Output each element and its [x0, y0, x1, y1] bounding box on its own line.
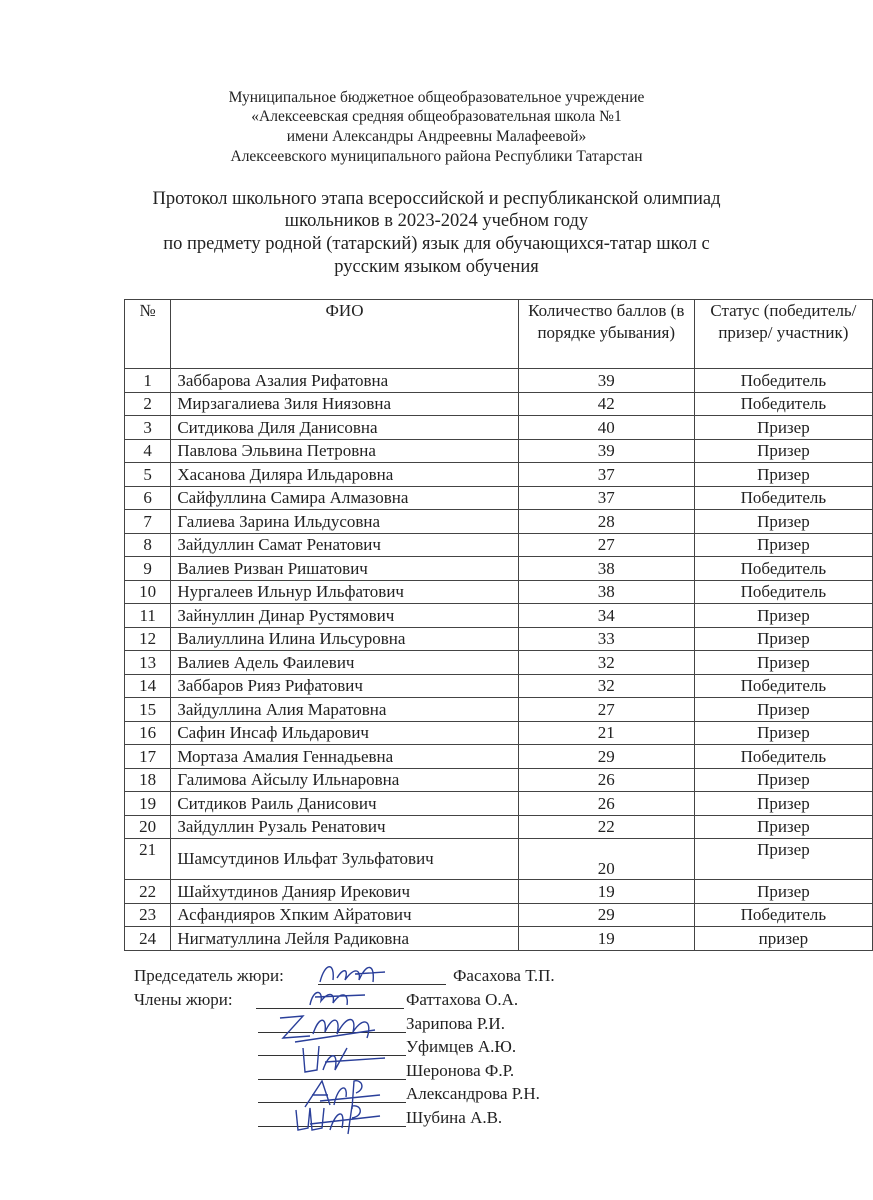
table-row	[125, 651, 873, 675]
score: 19	[518, 880, 694, 904]
student-name: Шамсутдинов Ильфат Зульфатович	[171, 839, 518, 880]
table-row	[125, 792, 873, 816]
status: Призер	[694, 604, 872, 628]
row-number: 3	[125, 416, 171, 440]
header-line: Алексеевского муниципального района Республики Татарстан	[230, 148, 643, 165]
table-row	[125, 698, 873, 722]
score: 21	[518, 721, 694, 745]
col-header-name: ФИО	[171, 300, 518, 369]
jury-member-name: Фаттахова О.А.	[406, 990, 519, 1009]
row-number: 19	[125, 792, 171, 816]
score: 29	[518, 745, 694, 769]
score: 37	[518, 486, 694, 510]
score: 40	[518, 416, 694, 440]
student-name: Сафин Инсаф Ильдарович	[171, 721, 518, 745]
jury-member-name: Шубина А.В.	[406, 1107, 503, 1127]
status: Призер	[694, 839, 872, 880]
status: Призер	[694, 792, 872, 816]
table-row	[125, 369, 873, 393]
table-row	[125, 839, 873, 880]
score: 26	[518, 792, 694, 816]
title-line: русским языком обучения	[334, 257, 539, 277]
student-name: Заббаров Рияз Рифатович	[171, 674, 518, 698]
student-name: Хасанова Диляра Ильдаровна	[171, 463, 518, 487]
status: Призер	[694, 721, 872, 745]
title-line: школьников в 2023-2024 учебном году	[284, 211, 589, 231]
score: 39	[518, 369, 694, 393]
status: Победитель	[694, 580, 872, 604]
table-row	[125, 815, 873, 839]
score: 38	[518, 557, 694, 581]
score: 27	[518, 698, 694, 722]
student-name: Ситдикова Диля Данисовна	[171, 416, 518, 440]
status: Призер	[694, 416, 872, 440]
title-line: Протокол школьного этапа всероссийской и республиканской олимпиад	[152, 189, 721, 209]
row-number: 16	[125, 721, 171, 745]
score: 22	[518, 815, 694, 839]
table-row	[125, 486, 873, 510]
score: 27	[518, 533, 694, 557]
row-number: 1	[125, 369, 171, 393]
member-signature	[290, 1100, 390, 1140]
status: Победитель	[694, 903, 872, 927]
score: 19	[518, 927, 694, 951]
chair-name: Фасахова Т.П.	[453, 966, 555, 985]
row-number: 14	[125, 674, 171, 698]
jury-member-name: Шеронова Ф.Р.	[406, 1060, 515, 1080]
row-number: 20	[125, 815, 171, 839]
status: Призер	[694, 463, 872, 487]
student-name: Зайдуллин Самат Ренатович	[171, 533, 518, 557]
score: 33	[518, 627, 694, 651]
row-number: 5	[125, 463, 171, 487]
table-row	[125, 903, 873, 927]
student-name: Ситдиков Раиль Данисович	[171, 792, 518, 816]
table-row	[125, 627, 873, 651]
row-number: 22	[125, 880, 171, 904]
members-label: Члены жюри:	[134, 990, 233, 1009]
row-number: 2	[125, 392, 171, 416]
student-name: Зайдуллина Алия Маратовна	[171, 698, 518, 722]
row-number: 7	[125, 510, 171, 534]
row-number: 15	[125, 698, 171, 722]
table-row	[125, 604, 873, 628]
status: Призер	[694, 698, 872, 722]
status: Победитель	[694, 369, 872, 393]
table-row	[125, 880, 873, 904]
chair-label: Председатель жюри:	[134, 966, 284, 985]
row-number: 13	[125, 651, 171, 675]
table-row	[125, 439, 873, 463]
score: 32	[518, 651, 694, 675]
status: Победитель	[694, 745, 872, 769]
row-number: 10	[125, 580, 171, 604]
header-line: имени Александры Андреевны Малафеевой»	[286, 128, 587, 145]
status: призер	[694, 927, 872, 951]
status: Победитель	[694, 674, 872, 698]
student-name: Павлова Эльвина Петровна	[171, 439, 518, 463]
row-number: 24	[125, 927, 171, 951]
header-line: «Алексеевская средняя общеобразовательная школа №1	[251, 108, 622, 125]
status: Призер	[694, 651, 872, 675]
row-number: 12	[125, 627, 171, 651]
student-name: Галиева Зарина Ильдусовна	[171, 510, 518, 534]
row-number: 9	[125, 557, 171, 581]
row-number: 8	[125, 533, 171, 557]
status: Призер	[694, 768, 872, 792]
student-name: Мортаза Амалия Геннадьевна	[171, 745, 518, 769]
status: Победитель	[694, 557, 872, 581]
student-name: Зайнуллин Динар Рустямович	[171, 604, 518, 628]
jury-member-name: Зарипова Р.И.	[406, 1013, 505, 1033]
row-number: 11	[125, 604, 171, 628]
col-header-score: Количество баллов (в порядке убывания)	[518, 300, 694, 369]
status: Призер	[694, 533, 872, 557]
student-name: Заббарова Азалия Рифатовна	[171, 369, 518, 393]
score: 32	[518, 674, 694, 698]
student-name: Нургалеев Ильнур Ильфатович	[171, 580, 518, 604]
header-line: Муниципальное бюджетное общеобразовательное учреждение	[228, 89, 645, 106]
row-number: 17	[125, 745, 171, 769]
table-row	[125, 463, 873, 487]
table-row	[125, 392, 873, 416]
score: 42	[518, 392, 694, 416]
row-number: 4	[125, 439, 171, 463]
score: 20	[518, 839, 694, 880]
title-line: по предмету родной (татарский) язык для обучающихся-татар школ с	[163, 234, 710, 254]
student-name: Галимова Айсылу Ильнаровна	[171, 768, 518, 792]
jury-member-name: Александрова Р.Н.	[406, 1084, 540, 1103]
table-row	[125, 745, 873, 769]
results-table	[124, 299, 873, 951]
row-number: 18	[125, 768, 171, 792]
status: Победитель	[694, 486, 872, 510]
table-row	[125, 580, 873, 604]
status: Призер	[694, 627, 872, 651]
table-row	[125, 533, 873, 557]
status: Призер	[694, 510, 872, 534]
row-number: 21	[125, 839, 171, 880]
table-row	[125, 674, 873, 698]
status: Призер	[694, 439, 872, 463]
student-name: Шайхутдинов Данияр Ирекович	[171, 880, 518, 904]
student-name: Валиев Адель Фаилевич	[171, 651, 518, 675]
table-row	[125, 927, 873, 951]
score: 26	[518, 768, 694, 792]
score: 29	[518, 903, 694, 927]
table-row	[125, 557, 873, 581]
score: 28	[518, 510, 694, 534]
member-signature	[295, 1040, 395, 1080]
student-name: Сайфуллина Самира Алмазовна	[171, 486, 518, 510]
score: 37	[518, 463, 694, 487]
status: Призер	[694, 880, 872, 904]
table-row	[125, 416, 873, 440]
score: 39	[518, 439, 694, 463]
score: 38	[518, 580, 694, 604]
row-number: 23	[125, 903, 171, 927]
score: 34	[518, 604, 694, 628]
student-name: Мирзагалиева Зиля Ниязовна	[171, 392, 518, 416]
student-name: Валиев Ризван Ришатович	[171, 557, 518, 581]
table-row	[125, 721, 873, 745]
student-name: Валиуллина Илина Ильсуровна	[171, 627, 518, 651]
status: Победитель	[694, 392, 872, 416]
student-name: Зайдуллин Рузаль Ренатович	[171, 815, 518, 839]
col-header-status: Статус (победитель/ призер/ участник)	[694, 300, 872, 369]
col-header-number: №	[125, 300, 171, 369]
table-row	[125, 510, 873, 534]
student-name: Нигматуллина Лейля Радиковна	[171, 927, 518, 951]
jury-member-name: Уфимцев А.Ю.	[406, 1037, 517, 1056]
student-name: Асфандияров Хпким Айратович	[171, 903, 518, 927]
row-number: 6	[125, 486, 171, 510]
table-row	[125, 768, 873, 792]
status: Призер	[694, 815, 872, 839]
